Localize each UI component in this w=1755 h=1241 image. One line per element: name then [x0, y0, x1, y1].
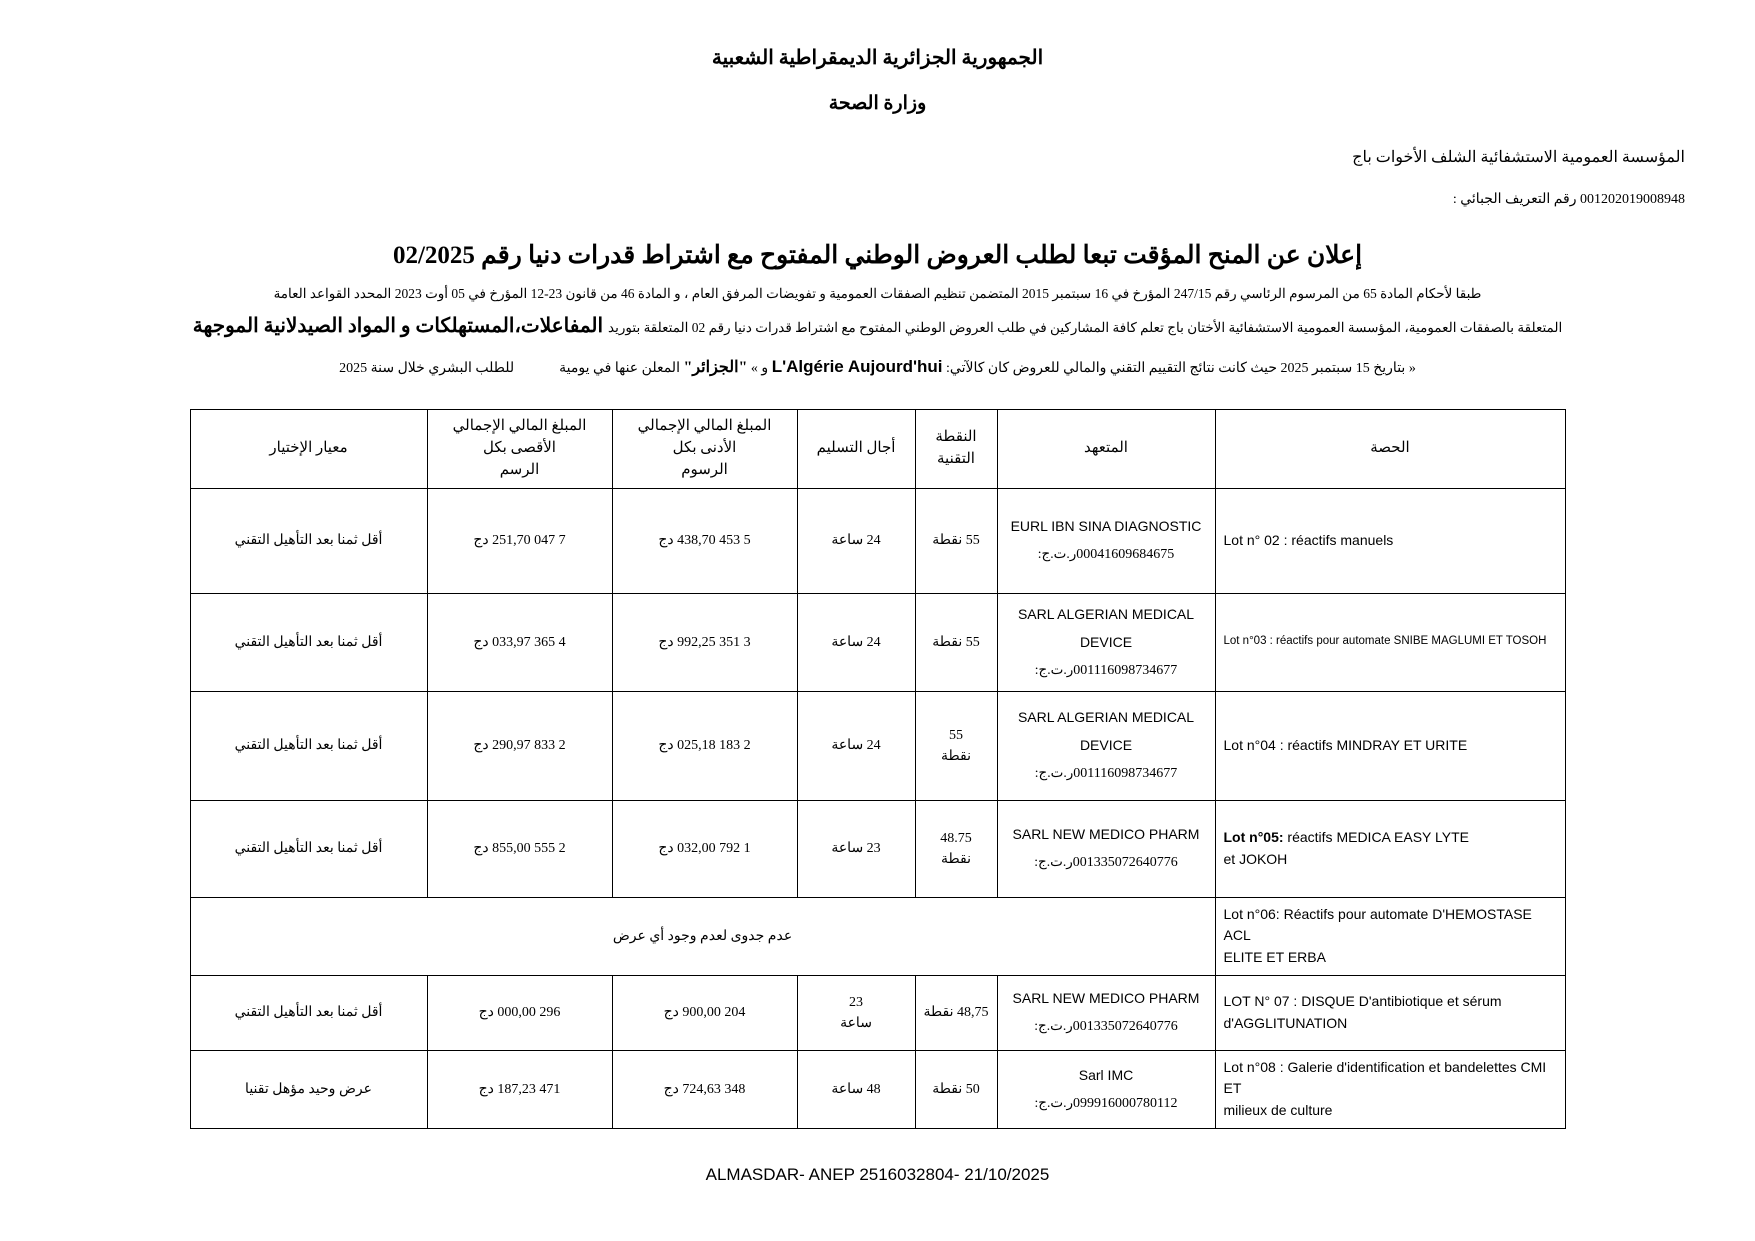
- cell-delivery-delay: 24 ساعة: [797, 488, 915, 593]
- bidder-registration: [1006, 848, 1207, 877]
- cell-selection-criterion: عرض وحيد مؤهل تقنيا: [190, 1050, 427, 1128]
- registration-label: ر.ت.ج:: [1037, 546, 1077, 562]
- republic-heading: الجمهورية الجزائرية الديمقراطية الشعبية: [711, 47, 1044, 69]
- bidder-name: SARL NEW MEDICO PHARM: [1012, 990, 1200, 1007]
- col-header-min-line2: الرسوم: [681, 461, 728, 478]
- cell-min-amount: 1 792 032,00 دج: [612, 800, 797, 897]
- scope-line: [70, 313, 1685, 339]
- publication-line: [70, 355, 1685, 379]
- cell-bidder: [997, 691, 1215, 800]
- table-row: [190, 975, 1565, 1050]
- cell-lot: [1215, 897, 1565, 975]
- col-header-note-line1: النقطة: [935, 429, 977, 446]
- table-row: [190, 593, 1565, 691]
- tax-id-line: [70, 191, 1685, 208]
- cell-no-bid-notice: عدم جدوى لعدم وجود أي عرض: [190, 897, 1215, 975]
- lot-label-line2: et JOKOH: [1223, 850, 1288, 867]
- cell-technical-score: 48,75 نقطة: [915, 975, 997, 1050]
- table-row: [190, 897, 1565, 975]
- lot-label-line2: d'AGGLITUNATION: [1223, 1014, 1348, 1031]
- cell-selection-criterion: أقل ثمنا بعد التأهيل التقني: [190, 975, 427, 1050]
- cell-bidder: [997, 1050, 1215, 1128]
- table-row: [190, 800, 1565, 897]
- results-table: [190, 409, 1566, 1128]
- bidder-registration: [1006, 540, 1207, 569]
- col-header-delay: أجال التسليم: [797, 410, 915, 488]
- bidder-registration: [1006, 1089, 1207, 1118]
- registration-label: ر.ت.ج:: [1034, 1018, 1073, 1034]
- establishment-name: المؤسسة العمومية الاستشفائية الشلف الأخوات باج: [1352, 149, 1685, 166]
- cell-min-amount: 2 183 025,18 دج: [612, 691, 797, 800]
- cell-selection-criterion: أقل ثمنا بعد التأهيل التقني: [190, 593, 427, 691]
- publication-middle: المعلن عنها في يومية: [559, 360, 680, 376]
- cell-selection-criterion: أقل ثمنا بعد التأهيل التقني: [190, 691, 427, 800]
- cell-technical-score: 55 نقطة: [915, 593, 997, 691]
- registration-label: ر.ت.ج:: [1034, 765, 1074, 781]
- bidder-registration: [1006, 656, 1207, 685]
- cell-min-amount: 3 351 992,25 دج: [612, 593, 797, 691]
- col-header-note-line2: التقنية: [937, 450, 975, 467]
- scope-bold-text: المفاعلات،المستهلكات و المواد الصيدلانية الموجهة: [192, 314, 604, 337]
- bidder-name: SARL ALGERIAN MEDICAL DEVICE: [1017, 605, 1195, 650]
- cell-lot: [1215, 975, 1565, 1050]
- lot-label-line2: ELITE ET ERBA: [1223, 948, 1326, 965]
- col-header-criterion: معيار الإختيار: [190, 410, 427, 488]
- cell-lot: Lot n°03 : réactifs pour automate SNIBE MAGLUMI ET TOSOH: [1215, 593, 1565, 691]
- cell-delivery-delay: 23 ساعة: [797, 975, 915, 1050]
- cell-selection-criterion: أقل ثمنا بعد التأهيل التقني: [190, 800, 427, 897]
- col-header-max-line1: المبلغ المالي الإجمالي الأقصى بكل: [452, 418, 587, 457]
- registration-value: 001335072640776: [1072, 1019, 1178, 1035]
- registration-value: 001116098734677: [1073, 766, 1178, 782]
- publication-prefix: للطلب البشري خلال سنة 2025: [339, 360, 515, 376]
- cell-bidder: [997, 800, 1215, 897]
- cell-lot: [1215, 800, 1565, 897]
- publication-conj: و »: [750, 360, 769, 376]
- cell-lot: [1215, 1050, 1565, 1128]
- results-table-body: [190, 488, 1565, 1128]
- page-title: إعلان عن المنح المؤقت تبعا لطلب العروض الوطني المفتوح مع اشتراط قدرات دنيا رقم 02/2025: [392, 242, 1363, 269]
- publication-suffix: « بتاريخ 15 سبتمبر 2025 حيث كانت نتائج التقييم التقني والمالي للعروض كان كالآتي:: [946, 360, 1416, 376]
- newspaper-french-name: L'Algérie Aujourd'hui: [771, 356, 943, 376]
- bidder-name: Sarl IMC: [1078, 1066, 1134, 1083]
- bidder-registration: [1006, 759, 1207, 788]
- bidder-name: EURL IBN SINA DIAGNOSTIC: [1010, 518, 1202, 535]
- cell-lot: Lot n°04 : réactifs MINDRAY ET URITE: [1215, 691, 1565, 800]
- col-header-bidder: المتعهد: [997, 410, 1215, 488]
- cell-delivery-delay: 24 ساعة: [797, 691, 915, 800]
- lot-label-rest: réactifs MEDICA EASY LYTE: [1283, 828, 1469, 845]
- tax-id-value: 001202019008948: [1580, 192, 1685, 207]
- cell-max-amount: 296 000,00 دج: [427, 975, 612, 1050]
- cell-max-amount: 4 365 033,97 دج: [427, 593, 612, 691]
- lot-label-line1: Lot n°06: Réactifs pour automate D'HEMOSTASE ACL: [1223, 905, 1532, 944]
- legal-reference: طبقا لأحكام المادة 65 من المرسوم الرئاسي رقم 247/15 المؤرخ في 16 سبتمبر 2015 المتضمن تنظيم الصفقات العمومية و تفويضات المرفق العام ، و المادة 46 من قانون 23-12 المؤرخ في 05 أوت 2023 المحدد القواعد العامة: [273, 285, 1482, 301]
- cell-delivery-delay: 48 ساعة: [797, 1050, 915, 1128]
- col-header-note: [915, 410, 997, 488]
- cell-lot: Lot n° 02 : réactifs manuels: [1215, 488, 1565, 593]
- cell-delivery-delay: 23 ساعة: [797, 800, 915, 897]
- cell-min-amount: 5 453 438,70 دج: [612, 488, 797, 593]
- cell-bidder: [997, 593, 1215, 691]
- col-header-max-line2: الرسم: [499, 461, 540, 478]
- cell-technical-score: 50 نقطة: [915, 1050, 997, 1128]
- table-row: [190, 691, 1565, 800]
- col-header-min-amount: [612, 410, 797, 488]
- cell-max-amount: 7 047 251,70 دج: [427, 488, 612, 593]
- registration-value: 00041609684675: [1076, 547, 1175, 563]
- cell-technical-score: 48.75 نقطة: [915, 800, 997, 897]
- table-row: [190, 1050, 1565, 1128]
- cell-technical-score: 55 نقطة: [915, 691, 997, 800]
- ministry-heading: وزارة الصحة: [828, 93, 927, 114]
- cell-selection-criterion: أقل ثمنا بعد التأهيل التقني: [190, 488, 427, 593]
- lot-label-line2: milieux de culture: [1223, 1102, 1333, 1119]
- cell-max-amount: 2 555 855,00 دج: [427, 800, 612, 897]
- col-header-min-line1: المبلغ المالي الإجمالي الأدنى بكل: [637, 418, 772, 457]
- cell-min-amount: 204 900,00 دج: [612, 975, 797, 1050]
- cell-bidder: [997, 975, 1215, 1050]
- cell-delivery-delay: 24 ساعة: [797, 593, 915, 691]
- cell-bidder: [997, 488, 1215, 593]
- col-header-lot: الحصة: [1215, 410, 1565, 488]
- cell-min-amount: 348 724,63 دج: [612, 1050, 797, 1128]
- registration-label: ر.ت.ج:: [1034, 661, 1074, 677]
- bidder-name: SARL NEW MEDICO PHARM: [1012, 826, 1200, 843]
- bidder-name: SARL ALGERIAN MEDICAL DEVICE: [1017, 709, 1195, 754]
- table-row: [190, 488, 1565, 593]
- cell-technical-score: 55 نقطة: [915, 488, 997, 593]
- scope-small-text: المتعلقة بالصفقات العمومية، المؤسسة العمومية الاستشفائية الأختان باج تعلم كافة المشاركين في طلب العروض الوطني المفتوح مع اشتراط قدرات دنيا رقم 02 المتعلقة بتوريد: [608, 319, 1563, 335]
- newspaper-arabic-name: "الجزائر": [683, 358, 748, 376]
- registration-value: 001116098734677: [1073, 662, 1178, 678]
- col-header-max-amount: [427, 410, 612, 488]
- cell-max-amount: 2 833 290,97 دج: [427, 691, 612, 800]
- tax-id-label: رقم التعريف الجبائي :: [1452, 192, 1577, 207]
- table-header-row: [190, 410, 1565, 488]
- lot-label-line1: LOT N° 07 : DISQUE D'antibiotique et sérum: [1223, 992, 1502, 1009]
- registration-label: ر.ت.ج:: [1034, 1094, 1073, 1110]
- registration-value: 099916000780112: [1072, 1095, 1178, 1111]
- document-footer: ALMASDAR- ANEP 2516032804- 21/10/2025: [705, 1164, 1050, 1184]
- cell-max-amount: 471 187,23 دج: [427, 1050, 612, 1128]
- lot-label-strong: Lot n°05:: [1223, 828, 1284, 845]
- registration-label: ر.ت.ج:: [1034, 854, 1073, 870]
- lot-label-line1: Lot n°08 : Galerie d'identification et bandelettes CMI ET: [1223, 1058, 1547, 1097]
- registration-value: 001335072640776: [1072, 855, 1178, 871]
- bidder-registration: [1006, 1012, 1207, 1041]
